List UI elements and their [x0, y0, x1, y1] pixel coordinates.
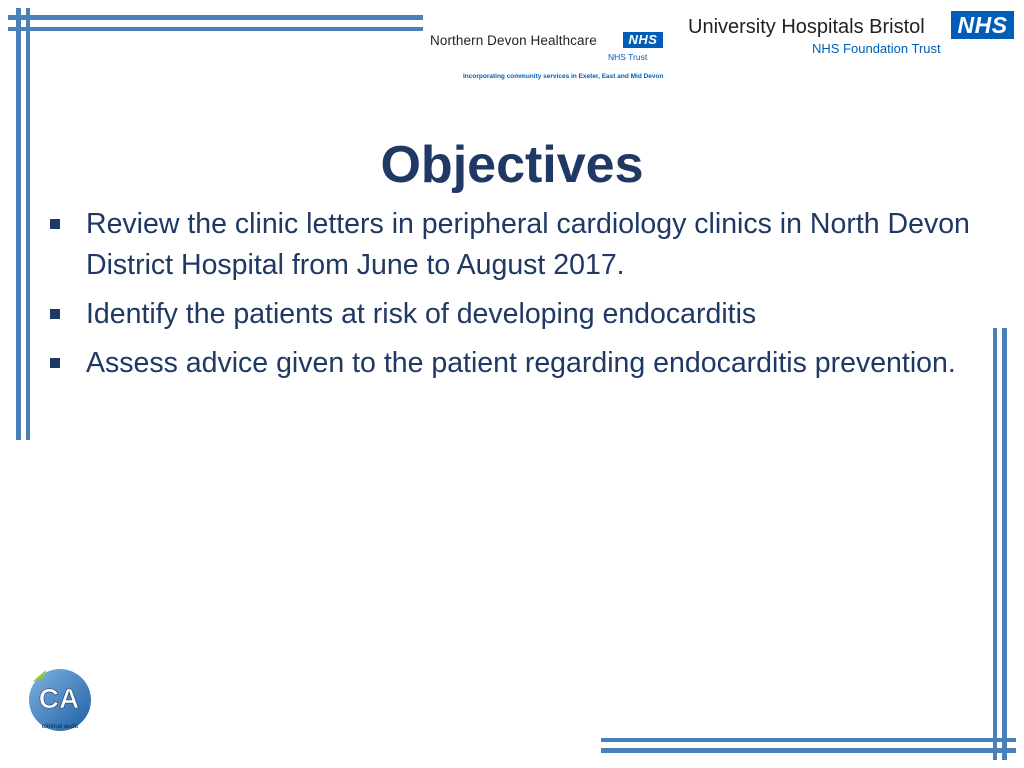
- logo-text: clinical audit: [41, 724, 79, 730]
- northern-devon-tagline: Incorporating community services in Exeter, East and Mid Devon: [463, 73, 664, 80]
- frame-line-top: [8, 15, 423, 20]
- bullet-text: Identify the patients at risk of developing endocarditis: [86, 298, 757, 330]
- slide-title: Objectives: [380, 136, 644, 194]
- nhs-badge: NHS: [623, 32, 663, 48]
- objectives-list: [48, 204, 978, 392]
- nhs-badge: NHS: [951, 11, 1014, 39]
- uh-bristol-name: University Hospitals Bristol: [688, 16, 925, 38]
- frame-line-left: [16, 8, 21, 440]
- bullet-text: Review the clinic letters in peripheral cardiology clinics in North Devon District Hospital from June to August 2017.: [86, 208, 970, 281]
- frame-line-right: [1002, 328, 1007, 760]
- uh-bristol-logo: [688, 10, 1016, 60]
- list-item: [48, 204, 978, 286]
- list-item: [48, 294, 978, 335]
- bullet-text: Assess advice given to the patient regarding endocarditis prevention.: [86, 347, 956, 379]
- frame-line-top: [8, 27, 423, 31]
- northern-devon-logo: [430, 30, 665, 86]
- square-bullet-icon: [50, 219, 60, 229]
- northern-devon-subtitle: NHS Trust: [608, 52, 648, 62]
- square-bullet-icon: [50, 309, 60, 319]
- clinical-audit-logo: [24, 662, 94, 740]
- square-bullet-icon: [50, 358, 60, 368]
- frame-line-right: [993, 328, 997, 760]
- northern-devon-name: Northern Devon Healthcare: [430, 33, 597, 48]
- frame-line-bottom: [601, 748, 1016, 753]
- uh-bristol-subtitle: NHS Foundation Trust: [812, 41, 941, 56]
- frame-line-bottom: [601, 738, 1016, 742]
- frame-line-left: [26, 8, 30, 440]
- logo-initials: CA: [38, 683, 80, 714]
- list-item: [48, 343, 978, 384]
